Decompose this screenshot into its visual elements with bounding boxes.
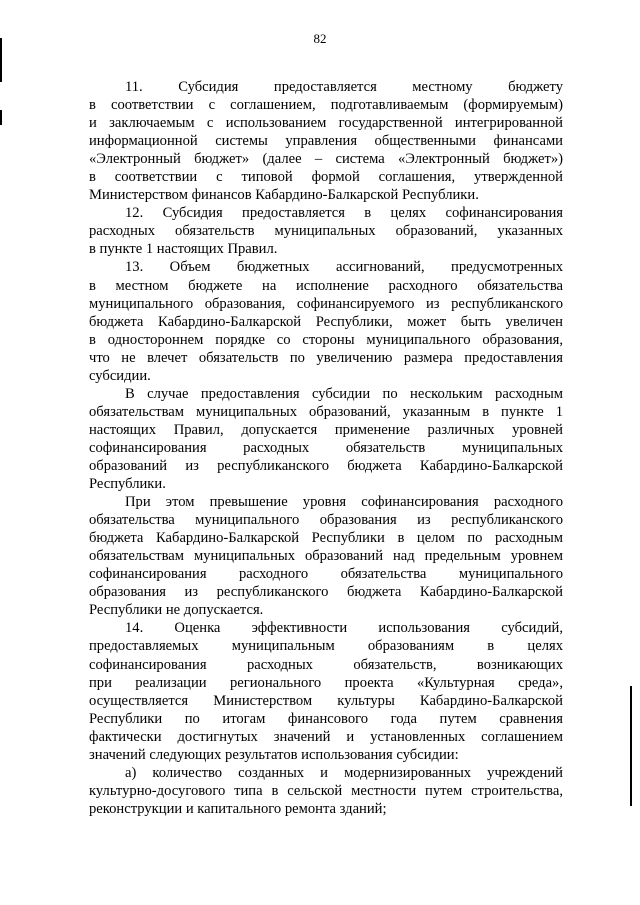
text-line: что не влечет обязательств по увеличению размера предоставления	[89, 349, 563, 366]
text-line: при реализации регионального проекта «Культурная среда»,	[89, 674, 563, 691]
text-line: софинансирования расходных обязательств муниципальных	[89, 439, 563, 456]
text-line: в местном бюджете на исполнение расходного обязательства	[89, 277, 563, 294]
text-line: обязательствам муниципальных образований над предельным уровнем	[89, 548, 563, 565]
text-line: а) количество созданных и модернизированных учреждений	[125, 764, 563, 781]
text-line: в пункте 1 настоящих Правил.	[89, 241, 278, 258]
text-line: «Электронный бюджет» (далее – система «Электронный бюджет»)	[89, 151, 563, 168]
text-line: 13. Объем бюджетных ассигнований, предусмотренных	[125, 259, 563, 276]
document-body	[89, 78, 563, 818]
text-line: бюджета Кабардино-Балкарской Республики, может быть увеличен	[89, 313, 563, 330]
text-line: Республики не допускается.	[89, 602, 264, 619]
text-line: софинансирования расходных обязательств, возникающих	[89, 656, 563, 673]
text-line: 12. Субсидия предоставляется в целях софинансирования	[125, 205, 563, 222]
text-line: Республики по итогам финансового года путем сравнения	[89, 710, 563, 727]
text-line: в соответствии с типовой формой соглашения, утвержденной	[89, 169, 563, 186]
text-line: осуществляется Министерством культуры Кабардино-Балкарской	[89, 692, 563, 709]
scan-artifact-left-mid	[0, 110, 2, 125]
text-line: образования из республиканского бюджета Кабардино-Балкарской	[89, 584, 563, 601]
text-line: значений следующих результатов использования субсидии:	[89, 746, 459, 763]
text-line: реконструкции и капитального ремонта зданий;	[89, 800, 387, 817]
text-line: Республики.	[89, 476, 166, 493]
text-line: и заключаемым с использованием государственной интегрированной	[89, 115, 563, 132]
text-line: 11. Субсидия предоставляется местному бюджету	[125, 79, 563, 95]
scan-artifact-right	[630, 686, 632, 806]
text-line: муниципального образования, софинансируемого из республиканского	[89, 295, 563, 312]
text-line: При этом превышение уровня софинансирования расходного	[125, 494, 563, 511]
text-line: в соответствии с соглашением, подготавливаемым (формируемым)	[89, 97, 563, 114]
text-line: информационной системы управления общественными финансами	[89, 133, 563, 150]
scan-artifact-left-top	[0, 38, 2, 82]
text-line: Министерством финансов Кабардино-Балкарской Республики.	[89, 187, 479, 204]
text-line: образований из республиканского бюджета Кабардино-Балкарской	[89, 457, 563, 474]
text-line: 14. Оценка эффективности использования субсидий,	[125, 620, 563, 637]
text-line: расходных обязательств муниципальных образований, указанных	[89, 223, 563, 240]
text-line: В случае предоставления субсидии по нескольким расходным	[125, 385, 563, 402]
text-line: бюджета Кабардино-Балкарской Республики в целом по расходным	[89, 530, 563, 547]
text-line: фактически достигнутых значений и установленных соглашением	[89, 728, 563, 745]
text-line: обязательствам муниципальных образований, указанным в пункте 1	[89, 403, 563, 420]
text-line: предоставляемых муниципальным образованиям в целях	[89, 638, 563, 655]
page-number: 82	[313, 31, 327, 46]
text-line: настоящих Правил, допускается применение различных уровней	[89, 421, 563, 438]
text-line: софинансирования расходного обязательства муниципального	[89, 566, 563, 583]
text-line: в одностороннем порядке со стороны муниципального образования,	[89, 331, 563, 348]
text-line: субсидии.	[89, 367, 151, 384]
text-line: обязательства муниципального образования из республиканского	[89, 512, 563, 529]
text-line: культурно-досугового типа в сельской местности путем строительства,	[89, 782, 563, 799]
